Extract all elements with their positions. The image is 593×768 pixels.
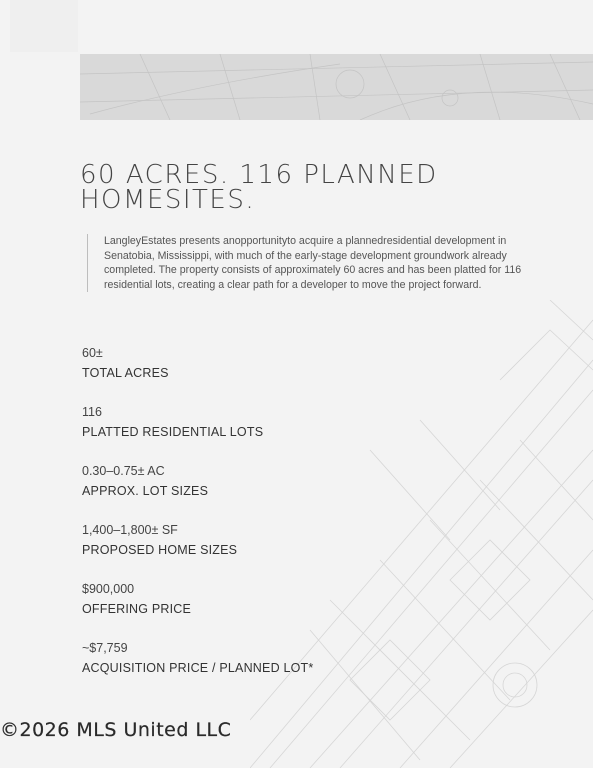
- stat-home-sizes: [82, 520, 313, 579]
- intro-paragraph: LangleyEstates presents anopportunityto acquire a plannedresidential development in Senatobia, Mississippi, with much of the early-stage development groundwork already completed. The property consists of approximately 60 acres and has been platted for 116 residential lots, creating a clear path for a developer to move the project forward.: [104, 235, 522, 291]
- corner-tile: [10, 0, 78, 52]
- stat-value: $900,000: [82, 582, 135, 596]
- intro-block: [87, 234, 534, 292]
- stat-label: OFFERING PRICE: [82, 602, 192, 616]
- stat-total-acres: [82, 343, 313, 402]
- stat-value: 1,400–1,800± SF: [82, 523, 178, 537]
- stat-value: ~$7,759: [82, 641, 128, 655]
- stat-label: PLATTED RESIDENTIAL LOTS: [82, 425, 264, 439]
- header-banner-image: [80, 54, 593, 120]
- page-headline: 60 ACRES. 116 PLANNED HOMESITES.: [80, 160, 438, 215]
- stat-value: 116: [82, 405, 102, 419]
- stat-label: APPROX. LOT SIZES: [82, 484, 209, 498]
- stat-lot-sizes: [82, 461, 313, 520]
- stat-value: 0.30–0.75± AC: [82, 464, 165, 478]
- stats-list: [82, 343, 313, 697]
- banner-plat-map-graphic: [80, 54, 593, 120]
- stat-offering-price: [82, 579, 313, 638]
- stat-platted-lots: [82, 402, 313, 461]
- stat-label: TOTAL ACRES: [82, 366, 169, 380]
- stat-price-per-lot: [82, 638, 313, 697]
- stat-value: 60±: [82, 346, 103, 360]
- copyright-watermark: ©2026 MLS United LLC: [0, 719, 232, 741]
- stat-label: PROPOSED HOME SIZES: [82, 543, 238, 557]
- stat-label: ACQUISITION PRICE / PLANNED LOT*: [82, 661, 314, 675]
